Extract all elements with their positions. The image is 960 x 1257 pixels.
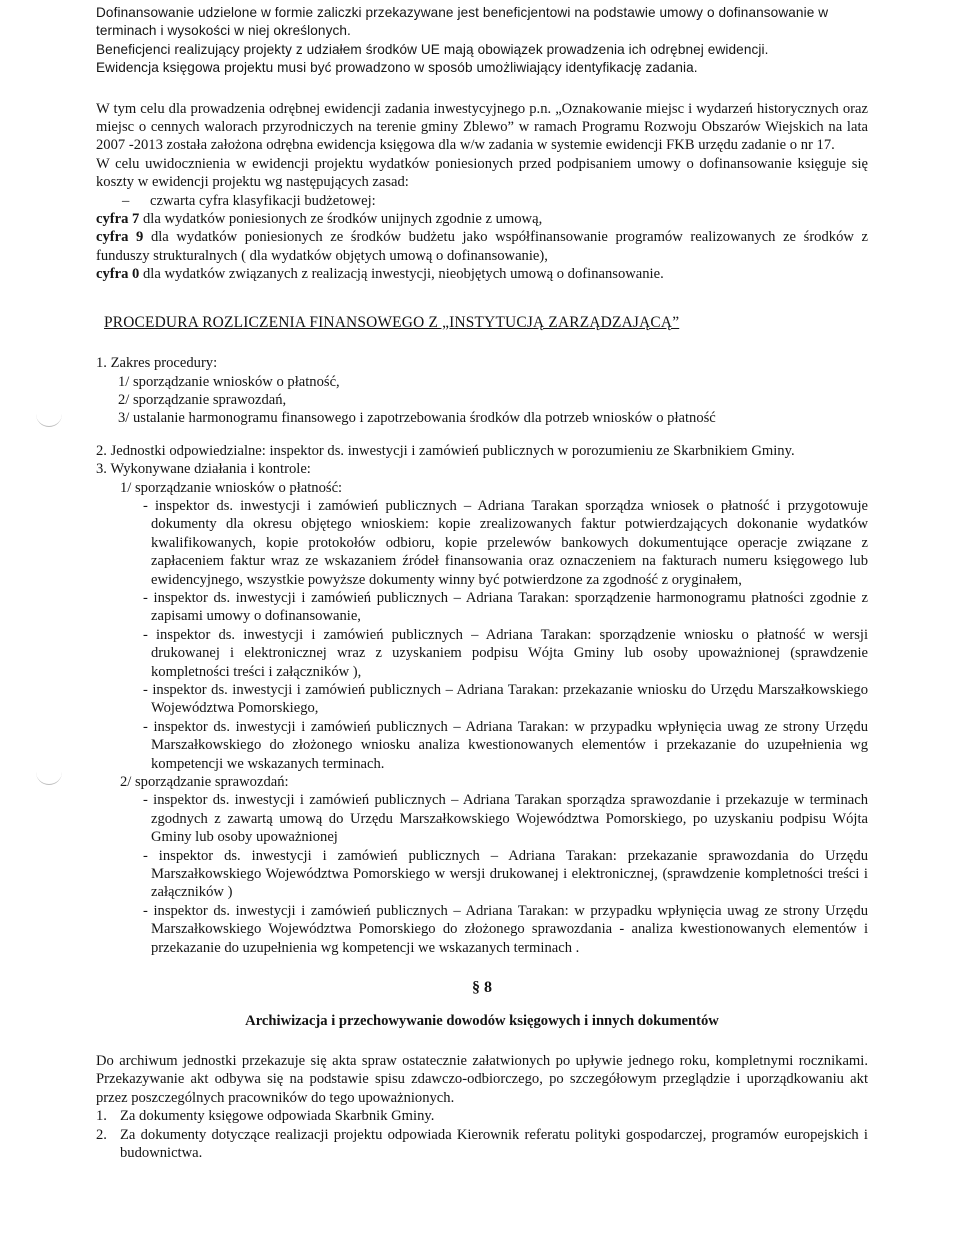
reports-title: 2/ sporządzanie sprawozdań: — [120, 774, 289, 791]
margin-mark-lower — [36, 770, 62, 785]
payments-item: - inspektor ds. inwestycji i zamówień publicznych – Adriana Tarakan: w przypadku wpłynięcia uwag ze strony Urzędu Marszałkowskiego do złożonego wniosku analiza kwestionowanych elementów i przekazanie do uzupełnienia wg kompetencji we wskazanych terminach. — [143, 718, 868, 772]
evidence-paragraph: W tym celu dla prowadzenia odrębnej ewidencji zadania inwestycyjnego p.n. „Oznakowanie miejsc i wydarzeń historycznych oraz miejsc o cennych walorach przyrodniczych na terenie gminy Zblewo” w ramach Programu Rozwoju Obszarów Wiejskich na lata 2007 -2013 została założona odrębna ewidencja księgowa dla w/w zadania w systemie ewidencji FKB urzędu zadanie o nr 17. — [96, 100, 868, 154]
digit-label: cyfra 9 — [96, 229, 144, 246]
scope-title: 1. Zakres procedury: — [96, 355, 218, 372]
intro-block — [96, 4, 868, 78]
archive-list-text: Za dokumenty dotyczące realizacji projektu odpowiada Kierownik referatu polityki gospodarczej, programów europejskich i budownictwa. — [120, 1126, 868, 1161]
intro-line: Dofinansowanie udzielone w formie zaliczki przekazywane jest beneficjentowi na podstawie umowy o dofinansowanie w terminach i wysokości w niej określonych. — [96, 5, 829, 39]
payments-title: 1/ sporządzanie wniosków o płatność: — [120, 479, 343, 496]
payments-item: - inspektor ds. inwestycji i zamówień publicznych – Adriana Tarakan: przekazanie wniosku do Urzędu Marszałkowskiego Województwa Pomorskiego, — [143, 682, 868, 717]
archive-list-number: 1. — [96, 1108, 107, 1125]
section-title: Archiwizacja i przechowywanie dowodów księgowych i innych dokumentów — [245, 1012, 719, 1029]
digit-text: dla wydatków poniesionych ze środków unijnych zgodnie z umową, — [139, 211, 543, 228]
reports-item: - inspektor ds. inwestycji i zamówień publicznych – Adriana Tarakan: w przypadku wpłynięcia uwag ze strony Urzędu Marszałkowskiego Województwa Pomorskiego do złożonego sprawozdania - analiza kwestionowanych elementów i przekazanie do uzupełnienia wg kompetencji we wskazanych terminach . — [143, 902, 868, 956]
procedure-heading: PROCEDURA ROZLICZENIA FINANSOWEGO Z „INSTYTUCJĄ ZARZĄDZAJĄCĄ” — [104, 313, 680, 331]
digit-rule — [96, 265, 868, 283]
archive-list-number: 2. — [96, 1126, 107, 1143]
margin-mark-upper — [36, 412, 62, 427]
dash-item-text: czwarta cyfra klasyfikacji budżetowej: — [150, 192, 376, 209]
payments-item: - inspektor ds. inwestycji i zamówień publicznych – Adriana Tarakan sporządza wniosek o płatność i przygotowuje dokumenty dla okresu objętego wnioskiem: kopie zrealizowanych faktur potwierdzających dokonanie wydatków kwalifikowanych, kopie protokołów odbioru, kopie przelewów bankowych dokumentujące operacje związane z zapłaceniem faktur wraz ze wskazaniem źródeł finansowania oraz oznaczeniem na fakturach numeru księgowego lub ewidencyjnego, wszystkie powyższe dokumenty winny być potwierdzone za zgodność z oryginałem, — [143, 497, 868, 588]
digit-rule — [96, 228, 868, 265]
responsible-units: 2. Jednostki odpowiedzialne: inspektor ds. inwestycji i zamówień publicznych w porozumieniu ze Skarbnikiem Gminy. — [96, 442, 795, 459]
archive-list-item — [96, 1107, 868, 1125]
scope-item: 2/ sporządzanie sprawozdań, — [118, 391, 287, 408]
section-mark: § 8 — [472, 979, 492, 997]
digit-text: dla wydatków poniesionych ze środków budżetu jako współfinansowanie programów realizowanych ze środków z funduszy strukturalnych ( dla wydatków objętych umową o dofinansowanie), — [96, 229, 869, 264]
digit-label: cyfra 0 — [96, 266, 140, 283]
archive-list-text: Za dokumenty księgowe odpowiada Skarbnik Gminy. — [120, 1108, 435, 1125]
scope-item: 1/ sporządzanie wniosków o płatność, — [118, 373, 340, 390]
reports-item: - inspektor ds. inwestycji i zamówień publicznych – Adriana Tarakan sporządza sprawozdanie i przekazuje w terminach zgodnych z zawartą umową do Urzędu Marszałkowskiego Województwa Pomorskiego, po uzyskaniu podpisu Wójta Gminy lub osoby upoważnionej — [143, 792, 868, 846]
payments-item: - inspektor ds. inwestycji i zamówień publicznych – Adriana Tarakan: sporządzenie wniosku o płatność w wersji drukowanej i elektronicznej wraz z uzyskaniem podpisu Wójta Gminy lub osoby upoważnionej (sprawdzenie kompletności treści i załączników ), — [143, 626, 868, 680]
archive-paragraph: Do archiwum jednostki przekazuje się akta spraw ostatecznie załatwionych po upływie jednego roku, kompletnymi rocznikami. Przekazywanie akt odbywa się na podstawie spisu zdawczo-odbiorczego, po szczegółowym przeglądzie i uporządkowaniu akt przez poszczególnych pracowników do tego upoważnionych. — [96, 1052, 868, 1106]
dash-item: – czwarta cyfra klasyfikacji budżetowej: — [122, 192, 376, 209]
payments-item: - inspektor ds. inwestycji i zamówień publicznych – Adriana Tarakan: sporządzenie harmonogramu płatności zgodnie z zapisami umowy o dofinansowanie, — [143, 589, 868, 625]
costs-paragraph: W celu uwidocznienia w ewidencji projektu wydatków poniesionych przed podpisaniem umowy o dofinansowanie księguje się koszty w ewidencji projektu wg następujących zasad: — [96, 155, 868, 191]
digit-label: cyfra 7 — [96, 211, 140, 228]
archive-list-item — [96, 1126, 868, 1163]
scope-item: 3/ ustalanie harmonogramu finansowego i zapotrzebowania środków dla potrzeb wniosków o płatność — [118, 410, 716, 427]
reports-item: - inspektor ds. inwestycji i zamówień publicznych – Adriana Tarakan: przekazanie sprawozdania do Urzędu Marszałkowskiego Województwa Pomorskiego w wersji drukowanej i elektronicznej, (sprawdzenie kompletności treści i załączników ) — [143, 847, 868, 901]
intro-line: Beneficjenci realizujący projekty z udziałem środków UE mają obowiązek prowadzenia ich odrębnej ewidencji. — [96, 41, 769, 57]
document-page — [96, 4, 868, 1162]
digit-text: dla wydatków związanych z realizacją inwestycji, nieobjętych umową o dofinansowanie. — [139, 266, 664, 283]
actions-title: 3. Wykonywane działania i kontrole: — [96, 461, 311, 478]
digit-rule — [96, 210, 868, 228]
intro-line: Ewidencja księgowa projektu musi być prowadzono w sposób umożliwiający identyfikację zadania. — [96, 60, 698, 76]
